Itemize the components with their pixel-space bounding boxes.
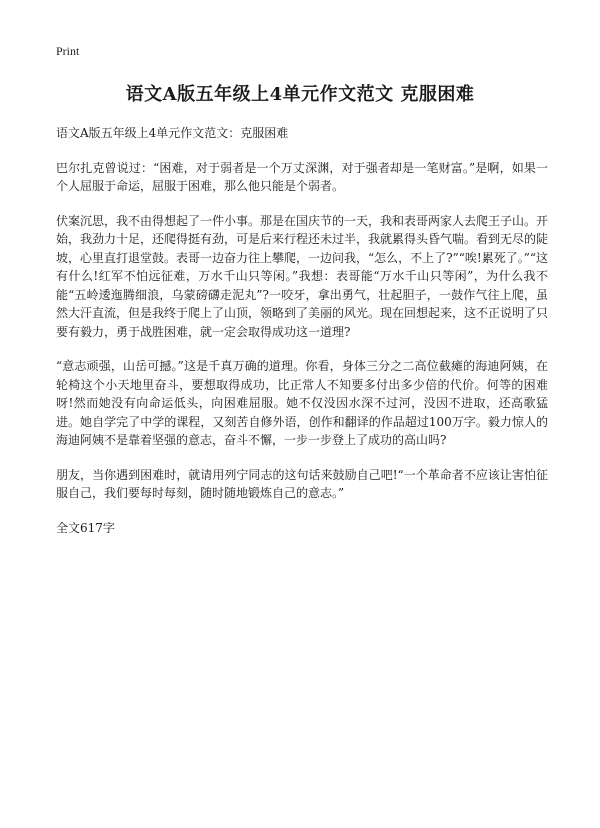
article-subtitle: 语文A版五年级上4单元作文范文：克服困难 [56, 126, 289, 140]
article-paragraph: 伏案沉思，我不由得想起了一件小事。那是在国庆节的一天，我和表哥两家人去爬王子山。开始，我劲力十足，还爬得挺有劲，可是后来行程还未过半，我就累得头昏气喘。看到无尽的陡坡，心里直打退堂鼓。表哥一边奋力往上攀爬，一边问我，“怎么，不上了?”“唉!累死了。”“这有什么!红军不怕远征难，万水千山只等闲。”我想：表哥能“万水千山只等闲”，为什么我不能“五岭逶迤腾细浪，乌蒙磅礴走泥丸”?一咬牙，拿出勇气，壮起胆子，一鼓作气往上爬，虽然大汗直流，但是我终于爬上了山顶，领略到了美丽的风光。现在回想起来，这不正说明了只要有毅力，勇于战胜困难，就一定会取得成功这一道理? [56, 213, 549, 339]
article-paragraph: “意志顽强，山岳可撼。”这是千真万确的道理。你看，身体三分之二高位截瘫的海迪阿姨，在轮椅这个小天地里奋斗，要想取得成功，比正常人不知要多付出多少倍的代价。何等的困难呀!然而她没有向命运低头，向困难屈服。她不仅没因水深不过河，没因不进取，还高歌猛进。她自学完了中学的课程，又刻苦自修外语，创作和翻译的作品超过100万字。毅力惊人的海迪阿姨不是靠着坚强的意志，奋斗不懈，一步一步登上了成功的高山吗? [56, 359, 548, 447]
article-body [56, 124, 548, 553]
word-count: 全文617字 [56, 520, 115, 535]
article-paragraph: 朋友，当你遇到困难时，就请用列宁同志的这句话来鼓励自己吧!“一个革命者不应该让害怕征服自己，我们要每时每刻，随时随地锻炼自己的意志。” [56, 467, 548, 500]
article-paragraph: 巴尔扎克曾说过：“困难，对于弱者是一个万丈深渊，对于强者却是一笔财富。”是啊，如果一个人屈服于命运，屈服于困难，那么他只能是个弱者。 [56, 160, 548, 193]
page-title: 语文A版五年级上4单元作文范文 克服困难 [125, 84, 475, 105]
print-link[interactable]: Print [56, 44, 80, 58]
